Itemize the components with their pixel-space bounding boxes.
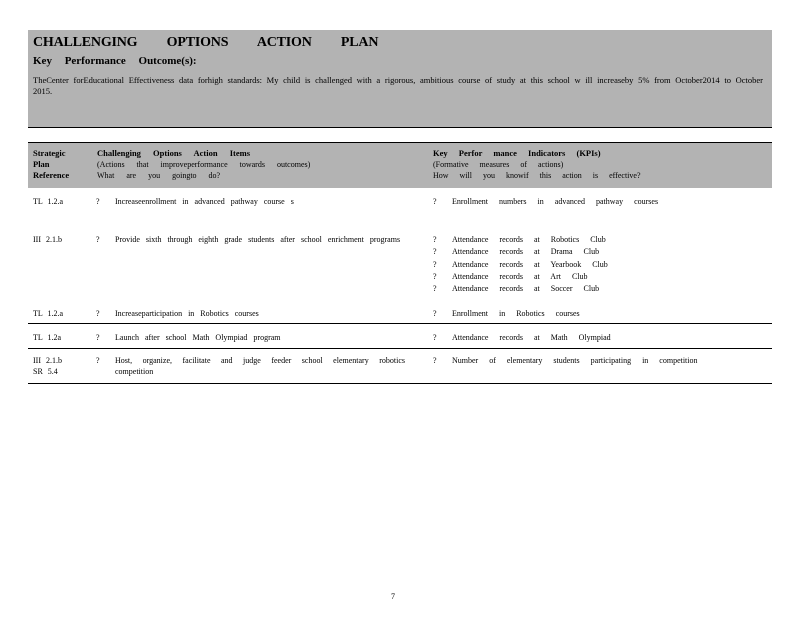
kpi-bullet: ? xyxy=(433,309,437,318)
action-text: Host, organize, facilitate and judge feeder school elementary robotics competition xyxy=(115,356,405,376)
row-ref xyxy=(33,234,93,245)
ref-line: III 2.1.b xyxy=(33,356,62,365)
header-items-sub: What are you goingto do? xyxy=(97,171,221,180)
action-bullet: ? xyxy=(96,197,100,206)
table-header xyxy=(28,142,772,188)
action-text: Increaseparticipation in Robotics courses xyxy=(115,309,259,318)
header-kpi-sub: (Formative measures of actions) xyxy=(433,160,564,169)
header-ref-column xyxy=(33,148,69,181)
action-bullet: ? xyxy=(96,333,100,342)
table-row xyxy=(28,308,772,324)
kpi-list xyxy=(452,234,752,295)
ref-line: TL 1.2.a xyxy=(33,309,64,318)
kpi-bullet: ? xyxy=(433,197,437,206)
kpi-list xyxy=(452,308,752,320)
plan-header-box xyxy=(28,30,772,128)
kpi-item: Attendance records at Drama Club xyxy=(452,247,600,257)
row-ref xyxy=(33,308,93,319)
row-ref xyxy=(33,355,93,377)
kpi-bullets xyxy=(433,332,443,344)
kpi-bullet: ? xyxy=(433,247,437,257)
kpi-bullet: ? xyxy=(433,259,437,269)
kpi-bullet: ? xyxy=(433,356,437,365)
kpi-bullet: ? xyxy=(433,284,437,294)
table-row xyxy=(28,355,772,384)
kpi-item: Number of elementary students participating in competition xyxy=(452,356,698,365)
action-bullet: ? xyxy=(96,235,100,244)
kpi-item: Attendance records at Soccer Club xyxy=(452,284,600,294)
kpi-item: Attendance records at Robotics Club xyxy=(452,235,606,244)
action-text: Provide sixth through eighth grade students after school enrichment programs xyxy=(115,235,401,244)
ref-line: TL 1.2.a xyxy=(33,197,64,206)
action-bullet: ? xyxy=(96,356,100,365)
header-items-sub: (Actions that improveperformance towards outcomes) xyxy=(97,160,311,169)
header-ref-line: Reference xyxy=(33,170,70,180)
kpi-item: Attendance records at Art Club xyxy=(452,271,588,281)
kpi-bullet: ? xyxy=(433,271,437,281)
kpi-item: Attendance records at Yearbook Club xyxy=(452,259,608,269)
outcome-text: TheCenter forEducational Effectiveness data forhigh standards: My child is challenged with a rigorous, ambitious course of study at this school w ill increaseby 5% from October2014 to October 2015. xyxy=(33,75,763,96)
kpi-list xyxy=(452,332,752,344)
kpi-item: Enrollment numbers in advanced pathway courses xyxy=(452,197,659,206)
header-ref-line: Strategic xyxy=(33,148,66,158)
kpi-bullet: ? xyxy=(433,235,437,244)
kpi-bullets xyxy=(433,196,443,208)
header-kpi-sub: How will you knowif this action is effective? xyxy=(433,171,641,180)
header-kpi-column xyxy=(433,148,641,181)
kpi-bullets xyxy=(433,355,443,367)
ref-line: SR 5.4 xyxy=(33,367,58,376)
ref-line: TL 1.2a xyxy=(33,333,62,342)
kpi-list xyxy=(452,196,752,208)
table-row xyxy=(28,196,772,226)
page-title: CHALLENGING OPTIONS ACTION PLAN xyxy=(33,35,379,50)
kpi-item: Enrollment in Robotics courses xyxy=(452,309,580,318)
header-items-column xyxy=(97,148,310,181)
header-kpi-title: Key Perfor mance Indicators (KPIs) xyxy=(433,148,601,158)
kpi-list xyxy=(452,355,752,367)
header-ref-line: Plan xyxy=(33,159,50,169)
action-bullet: ? xyxy=(96,309,100,318)
kpi-bullets xyxy=(433,234,443,295)
kpo-label: Key Performance Outcome(s): xyxy=(33,55,197,67)
row-ref xyxy=(33,332,93,343)
kpi-item: Attendance records at Math Olympiad xyxy=(452,333,611,342)
kpi-bullets xyxy=(433,308,443,320)
table-row xyxy=(28,234,772,304)
page-number: 7 xyxy=(391,592,395,601)
ref-line: III 2.1.b xyxy=(33,235,62,244)
action-text: Increaseenrollment in advanced pathway course s xyxy=(115,197,294,206)
row-ref xyxy=(33,196,93,207)
action-text: Launch after school Math Olympiad program xyxy=(115,333,281,342)
header-items-title: Challenging Options Action Items xyxy=(97,148,251,158)
table-row xyxy=(28,332,772,349)
kpi-bullet: ? xyxy=(433,333,437,342)
